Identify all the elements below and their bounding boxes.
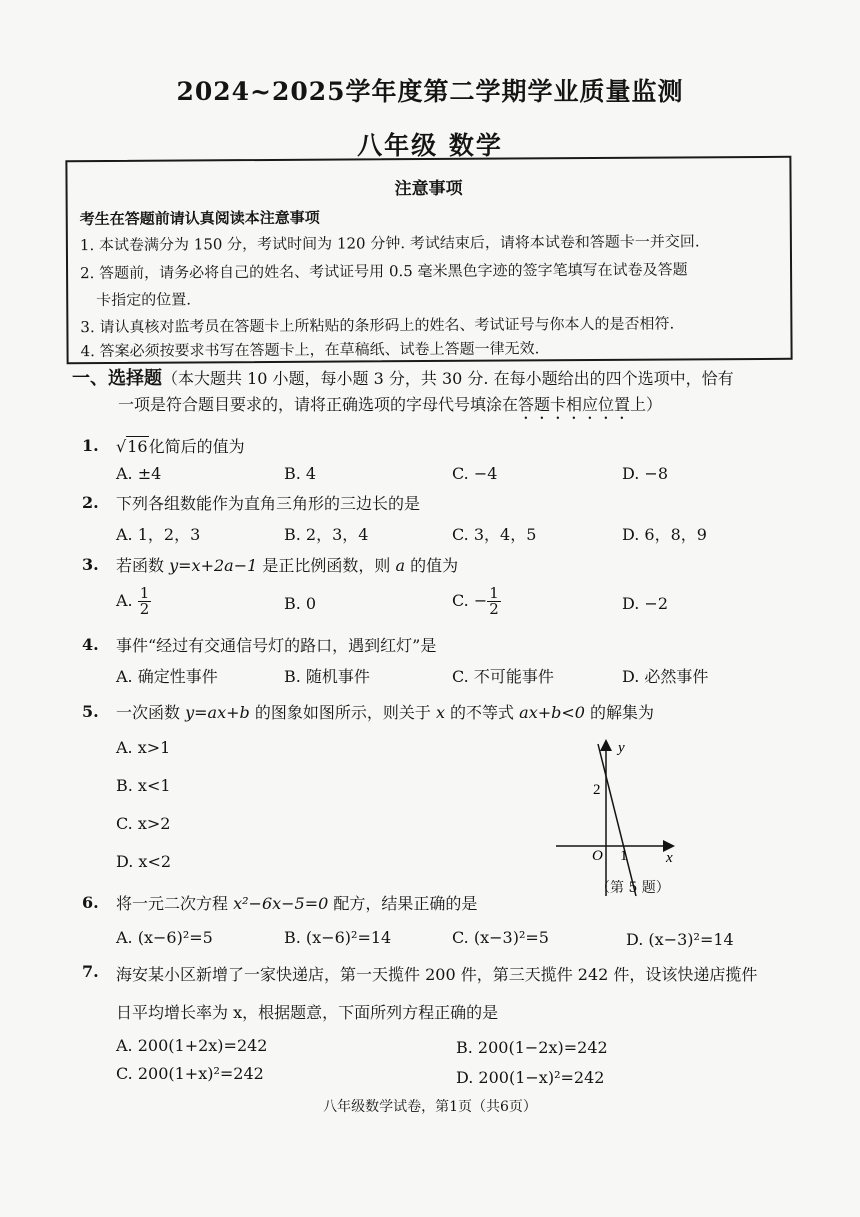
- q3-stem-c: 的值为: [405, 556, 459, 575]
- section-desc-2b: 答题卡相应位置: [518, 395, 631, 414]
- q6-formula: x²−6x−5=0: [233, 894, 329, 913]
- q5-option-c: C. x>2: [116, 814, 171, 833]
- section-desc-2a: 一项是符合题目要求的，请将正确选项的字母代号填涂在: [118, 395, 519, 414]
- q5-figure-caption: （第 5 题）: [596, 880, 670, 896]
- q5-stem-a: 一次函数: [116, 703, 186, 722]
- section-desc-1: （本大题共 10 小题，每小题 3 分，共 30 分. 在每小题给出的四个选项中，恰有: [162, 369, 734, 388]
- page-footer: 八年级数学试卷，第1页（共6页）: [323, 1099, 537, 1115]
- q3-option-d: D. −2: [622, 594, 669, 613]
- q1-option-b: B. 4: [284, 464, 317, 483]
- q1-stem: [116, 434, 245, 457]
- q4-option-a: A. 确定性事件: [116, 667, 218, 686]
- q1-radicand: 16: [127, 437, 148, 456]
- q5-option-d: D. x<2: [116, 852, 172, 871]
- frac-numerator: 1: [489, 584, 499, 602]
- exam-subtitle: 八年级 数学: [357, 131, 503, 160]
- q5-number: 5.: [82, 702, 99, 721]
- notice-title: 注意事项: [394, 178, 463, 200]
- y-intercept-label: 2: [593, 782, 601, 798]
- q4-option-d: D. 必然事件: [622, 667, 709, 686]
- q6-option-b: B. (x−6)²=14: [284, 928, 392, 947]
- exam-title: 2024~2025学年度第二学期学业质量监测: [176, 77, 684, 106]
- q5-stem-c: 的不等式: [444, 703, 520, 722]
- q2-option-d: D. 6，8，9: [622, 525, 707, 544]
- q6-number: 6.: [82, 893, 99, 912]
- q3-option-c-fraction: [487, 586, 501, 617]
- notice-item-2-cont: 卡指定的位置.: [96, 290, 192, 310]
- q6-option-a: A. (x−6)²=5: [116, 928, 213, 947]
- q4-option-b: B. 随机事件: [284, 667, 370, 686]
- q5-formula: y=ax+b: [185, 703, 250, 722]
- q6-stem: [116, 891, 477, 914]
- sqrt-symbol: √16: [116, 437, 148, 456]
- x-axis-label: x: [666, 850, 673, 866]
- q2-stem: 下列各组数能作为直角三角形的三边长的是: [116, 494, 421, 513]
- q7-number: 7.: [82, 962, 99, 981]
- frac-numerator: 1: [139, 584, 150, 602]
- q3-stem-b: 是正比例函数，则: [257, 556, 396, 575]
- q1-stem-text: 化简后的值为: [148, 437, 245, 456]
- q3-option-c-label: C. −: [452, 591, 488, 610]
- notice-item-3: 3. 请认真核对监考员在答题卡上所粘贴的条形码上的姓名、考试证号与你本人的是否相符.: [80, 314, 675, 337]
- q4-number: 4.: [82, 635, 99, 654]
- q7-option-b: B. 200(1−2x)=242: [456, 1038, 608, 1057]
- q7-stem-line2: 日平均增长率为 x，根据题意，下面所列方程正确的是: [116, 1003, 499, 1022]
- q3-stem-a: 若函数: [116, 556, 170, 575]
- notice-item-1: 1. 本试卷满分为 150 分，考试时间为 120 分钟. 考试结束后，请将本试卷和答题卡一并交回.: [79, 232, 700, 255]
- origin-label: O: [592, 848, 603, 864]
- q3-option-a-fraction: [138, 586, 152, 617]
- q6-stem-b: 配方，结果正确的是: [328, 894, 478, 913]
- q3-stem: [116, 553, 458, 576]
- q1-option-c: C. −4: [452, 464, 498, 483]
- q3-option-b: B. 0: [284, 594, 317, 613]
- q3-formula: y=x+2a−1: [169, 556, 258, 575]
- function-line: [598, 744, 636, 896]
- q2-option-a: A. 1，2，3: [116, 525, 201, 544]
- section-heading: 一、选择题: [72, 368, 162, 389]
- q4-stem: 事件“经过有交通信号灯的路口，遇到红灯”是: [116, 636, 437, 655]
- q4-option-c: C. 不可能事件: [452, 667, 554, 686]
- q3-option-a-label: A.: [116, 591, 133, 610]
- frac-denominator: 2: [139, 600, 150, 618]
- q2-number: 2.: [82, 493, 99, 512]
- q5-inequality: ax+b<0: [519, 703, 585, 722]
- x-intercept-label: 1: [620, 848, 628, 864]
- notice-intro: 考生在答题前请认真阅读本注意事项: [79, 208, 320, 229]
- q6-option-c: C. (x−3)²=5: [452, 928, 549, 947]
- notice-item-2: 2. 答题前，请务必将自己的姓名、考试证号用 0.5 毫米黑色字迹的签字笔填写在试卷及答题: [80, 260, 688, 283]
- q5-stem-d: 的解集为: [584, 703, 655, 722]
- q3-number: 3.: [82, 555, 99, 574]
- section-desc-2c: 上）: [630, 395, 663, 414]
- q7-stem-line1: 海安某小区新增了一家快递店，第一天揽件 200 件，第三天揽件 242 件，设该快递店揽件: [116, 965, 758, 984]
- notice-item-4: 4. 答案必须按要求书写在答题卡上，在草稿纸、试卷上答题一律无效.: [80, 339, 540, 361]
- q3-option-a: [116, 586, 151, 617]
- q5-option-b: B. x<1: [116, 776, 171, 795]
- q3-option-c: [452, 586, 501, 617]
- section-desc-line2: [118, 392, 662, 423]
- q3-var: a: [395, 556, 406, 575]
- q7-option-a: A. 200(1+2x)=242: [116, 1036, 268, 1055]
- q2-option-b: B. 2，3，4: [284, 525, 369, 544]
- q1-option-a: A. ±4: [116, 464, 162, 483]
- section-heading-line: [72, 366, 734, 392]
- y-axis-label: y: [618, 740, 625, 756]
- q1-number: 1.: [82, 436, 99, 455]
- q6-option-d: D. (x−3)²=14: [626, 930, 734, 949]
- q7-option-d: D. 200(1−x)²=242: [456, 1068, 605, 1087]
- q7-option-c: C. 200(1+x)²=242: [116, 1064, 264, 1083]
- q5-stem-b: 的图象如图所示，则关于: [249, 703, 436, 722]
- notice-box: [65, 156, 792, 364]
- q6-stem-a: 将一元二次方程: [116, 894, 234, 913]
- q1-option-d: D. −8: [622, 464, 669, 483]
- q2-option-c: C. 3，4，5: [452, 525, 537, 544]
- q5-option-a: A. x>1: [116, 738, 171, 757]
- q5-stem: [116, 700, 654, 723]
- q5-var: x: [435, 703, 445, 722]
- frac-denominator: 2: [489, 600, 499, 618]
